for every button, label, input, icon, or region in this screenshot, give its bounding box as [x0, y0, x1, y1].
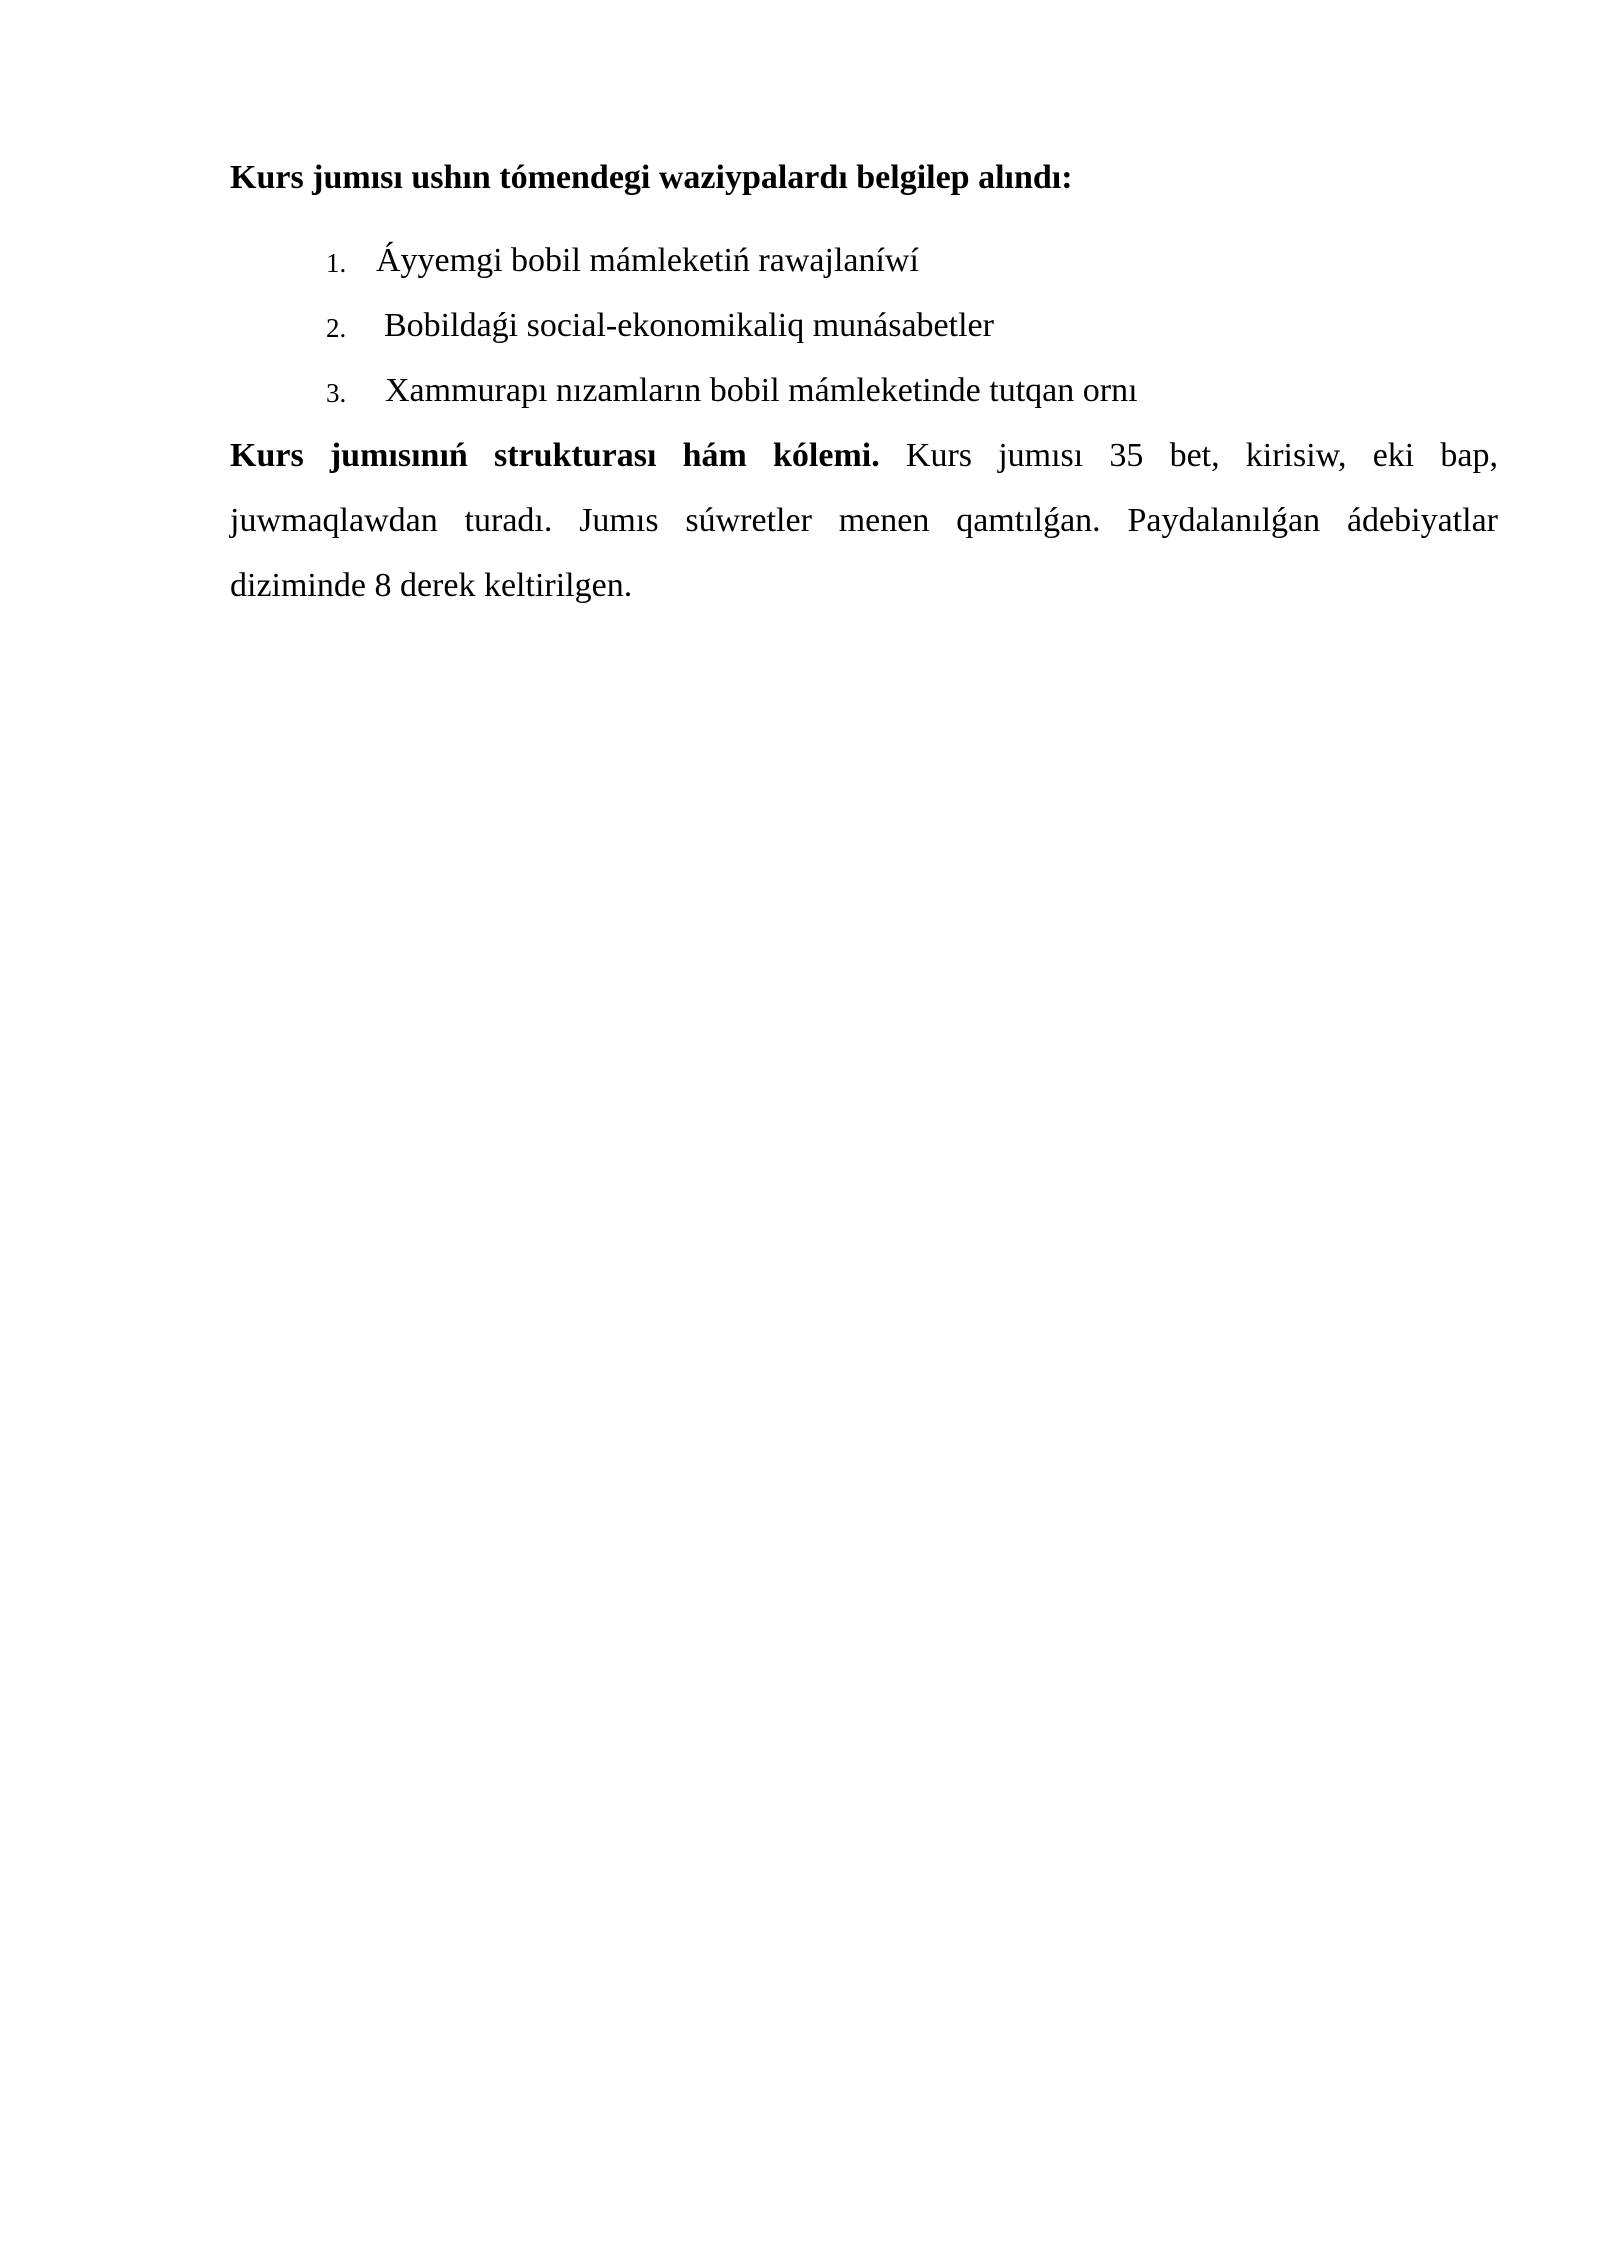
- tasks-heading: Kurs jumısı ushın tómendegi waziypalardı belgilep alındı:: [230, 159, 1073, 196]
- list-item: [230, 228, 1498, 293]
- list-item-text: Bobildaǵi social-ekonomikaliq munásabetler: [384, 307, 994, 344]
- list-item-number: 1.: [326, 248, 347, 278]
- list-item: [230, 293, 1498, 358]
- structure-paragraph-body: Kurs jumısı 35 bet, kirisiw, eki bap, juwmaqlawdan turadı. Jumıs súwretler menen qamtılǵan. Paydalanılǵan ádebiyatlar diziminde 8 derek keltirilgen.: [230, 437, 1498, 604]
- structure-paragraph: [230, 423, 1498, 618]
- page-content: [230, 148, 1498, 618]
- structure-paragraph-lead: Kurs jumısınıń strukturası hám kólemi.: [230, 437, 880, 474]
- tasks-list: [230, 228, 1498, 423]
- list-item-number: 3.: [326, 378, 347, 408]
- list-item: [230, 358, 1498, 423]
- list-item-number: 2.: [326, 313, 347, 343]
- list-item-text: Áyyemgi bobil mámleketiń rawajlaníwí: [376, 242, 919, 279]
- list-item-text: Xammurapı nızamların bobil mámleketinde tutqan ornı: [385, 372, 1138, 409]
